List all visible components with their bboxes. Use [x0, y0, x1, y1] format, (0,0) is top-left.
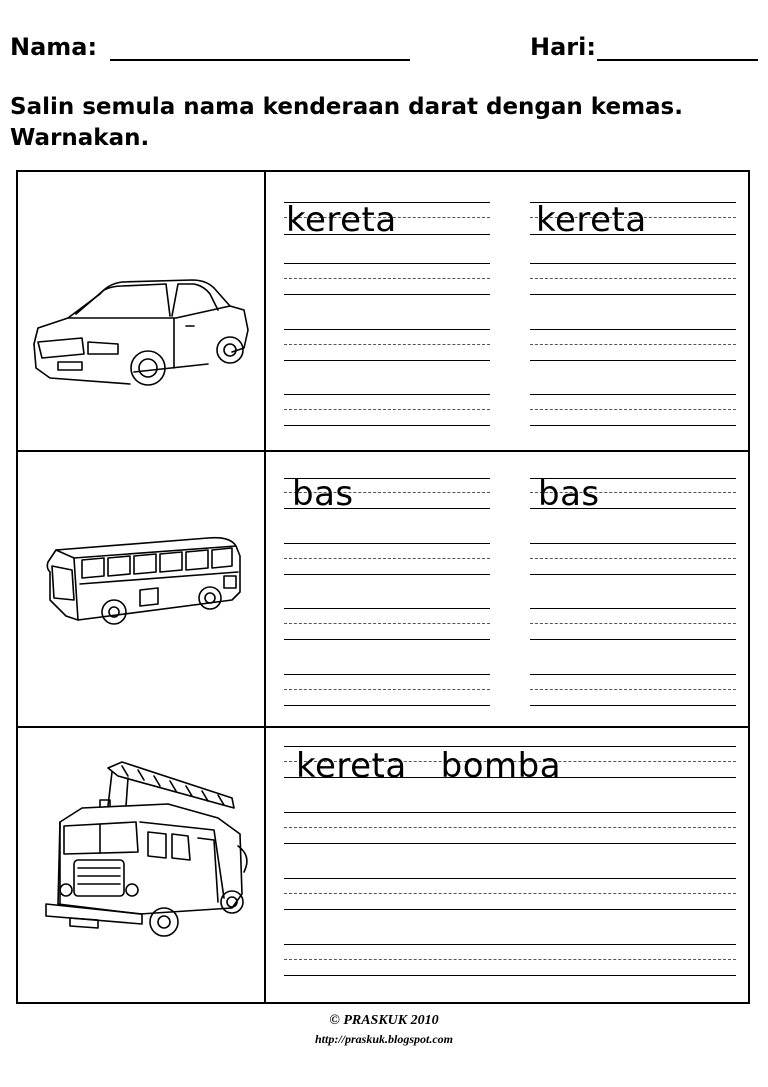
name-label: Nama: — [10, 33, 98, 61]
fire-engine-icon — [18, 726, 264, 1002]
picture-cell — [18, 726, 266, 1002]
tracing-word: bas — [292, 474, 354, 514]
tracing-word: kereta bomba — [296, 746, 562, 786]
worksheet-row-car — [18, 172, 748, 452]
picture-cell — [18, 172, 266, 450]
bus-icon — [18, 450, 264, 726]
copyright-text: © PRASKUK 2010 — [329, 1013, 439, 1028]
worksheet-row-fire-engine — [18, 726, 748, 1002]
instruction-line-1: Salin semula nama kenderaan darat dengan kemas. — [10, 94, 683, 120]
instruction-line-2: Warnakan. — [10, 125, 150, 151]
worksheet-row-bus — [18, 450, 748, 728]
instruction — [10, 92, 760, 154]
tracing-word: kereta — [286, 200, 397, 240]
day-field[interactable] — [597, 59, 758, 61]
writing-cell — [266, 172, 748, 450]
header — [10, 30, 760, 66]
footer-url: http://praskuk.blogspot.com — [314, 1032, 454, 1046]
writing-cell — [266, 450, 748, 726]
worksheet-table — [16, 170, 750, 1004]
picture-cell — [18, 450, 266, 726]
car-icon — [18, 172, 264, 450]
writing-cell — [266, 726, 748, 1002]
tracing-word: kereta — [536, 200, 647, 240]
day-label: Hari: — [530, 33, 596, 61]
name-field[interactable] — [110, 59, 410, 61]
tracing-word: bas — [538, 474, 600, 514]
